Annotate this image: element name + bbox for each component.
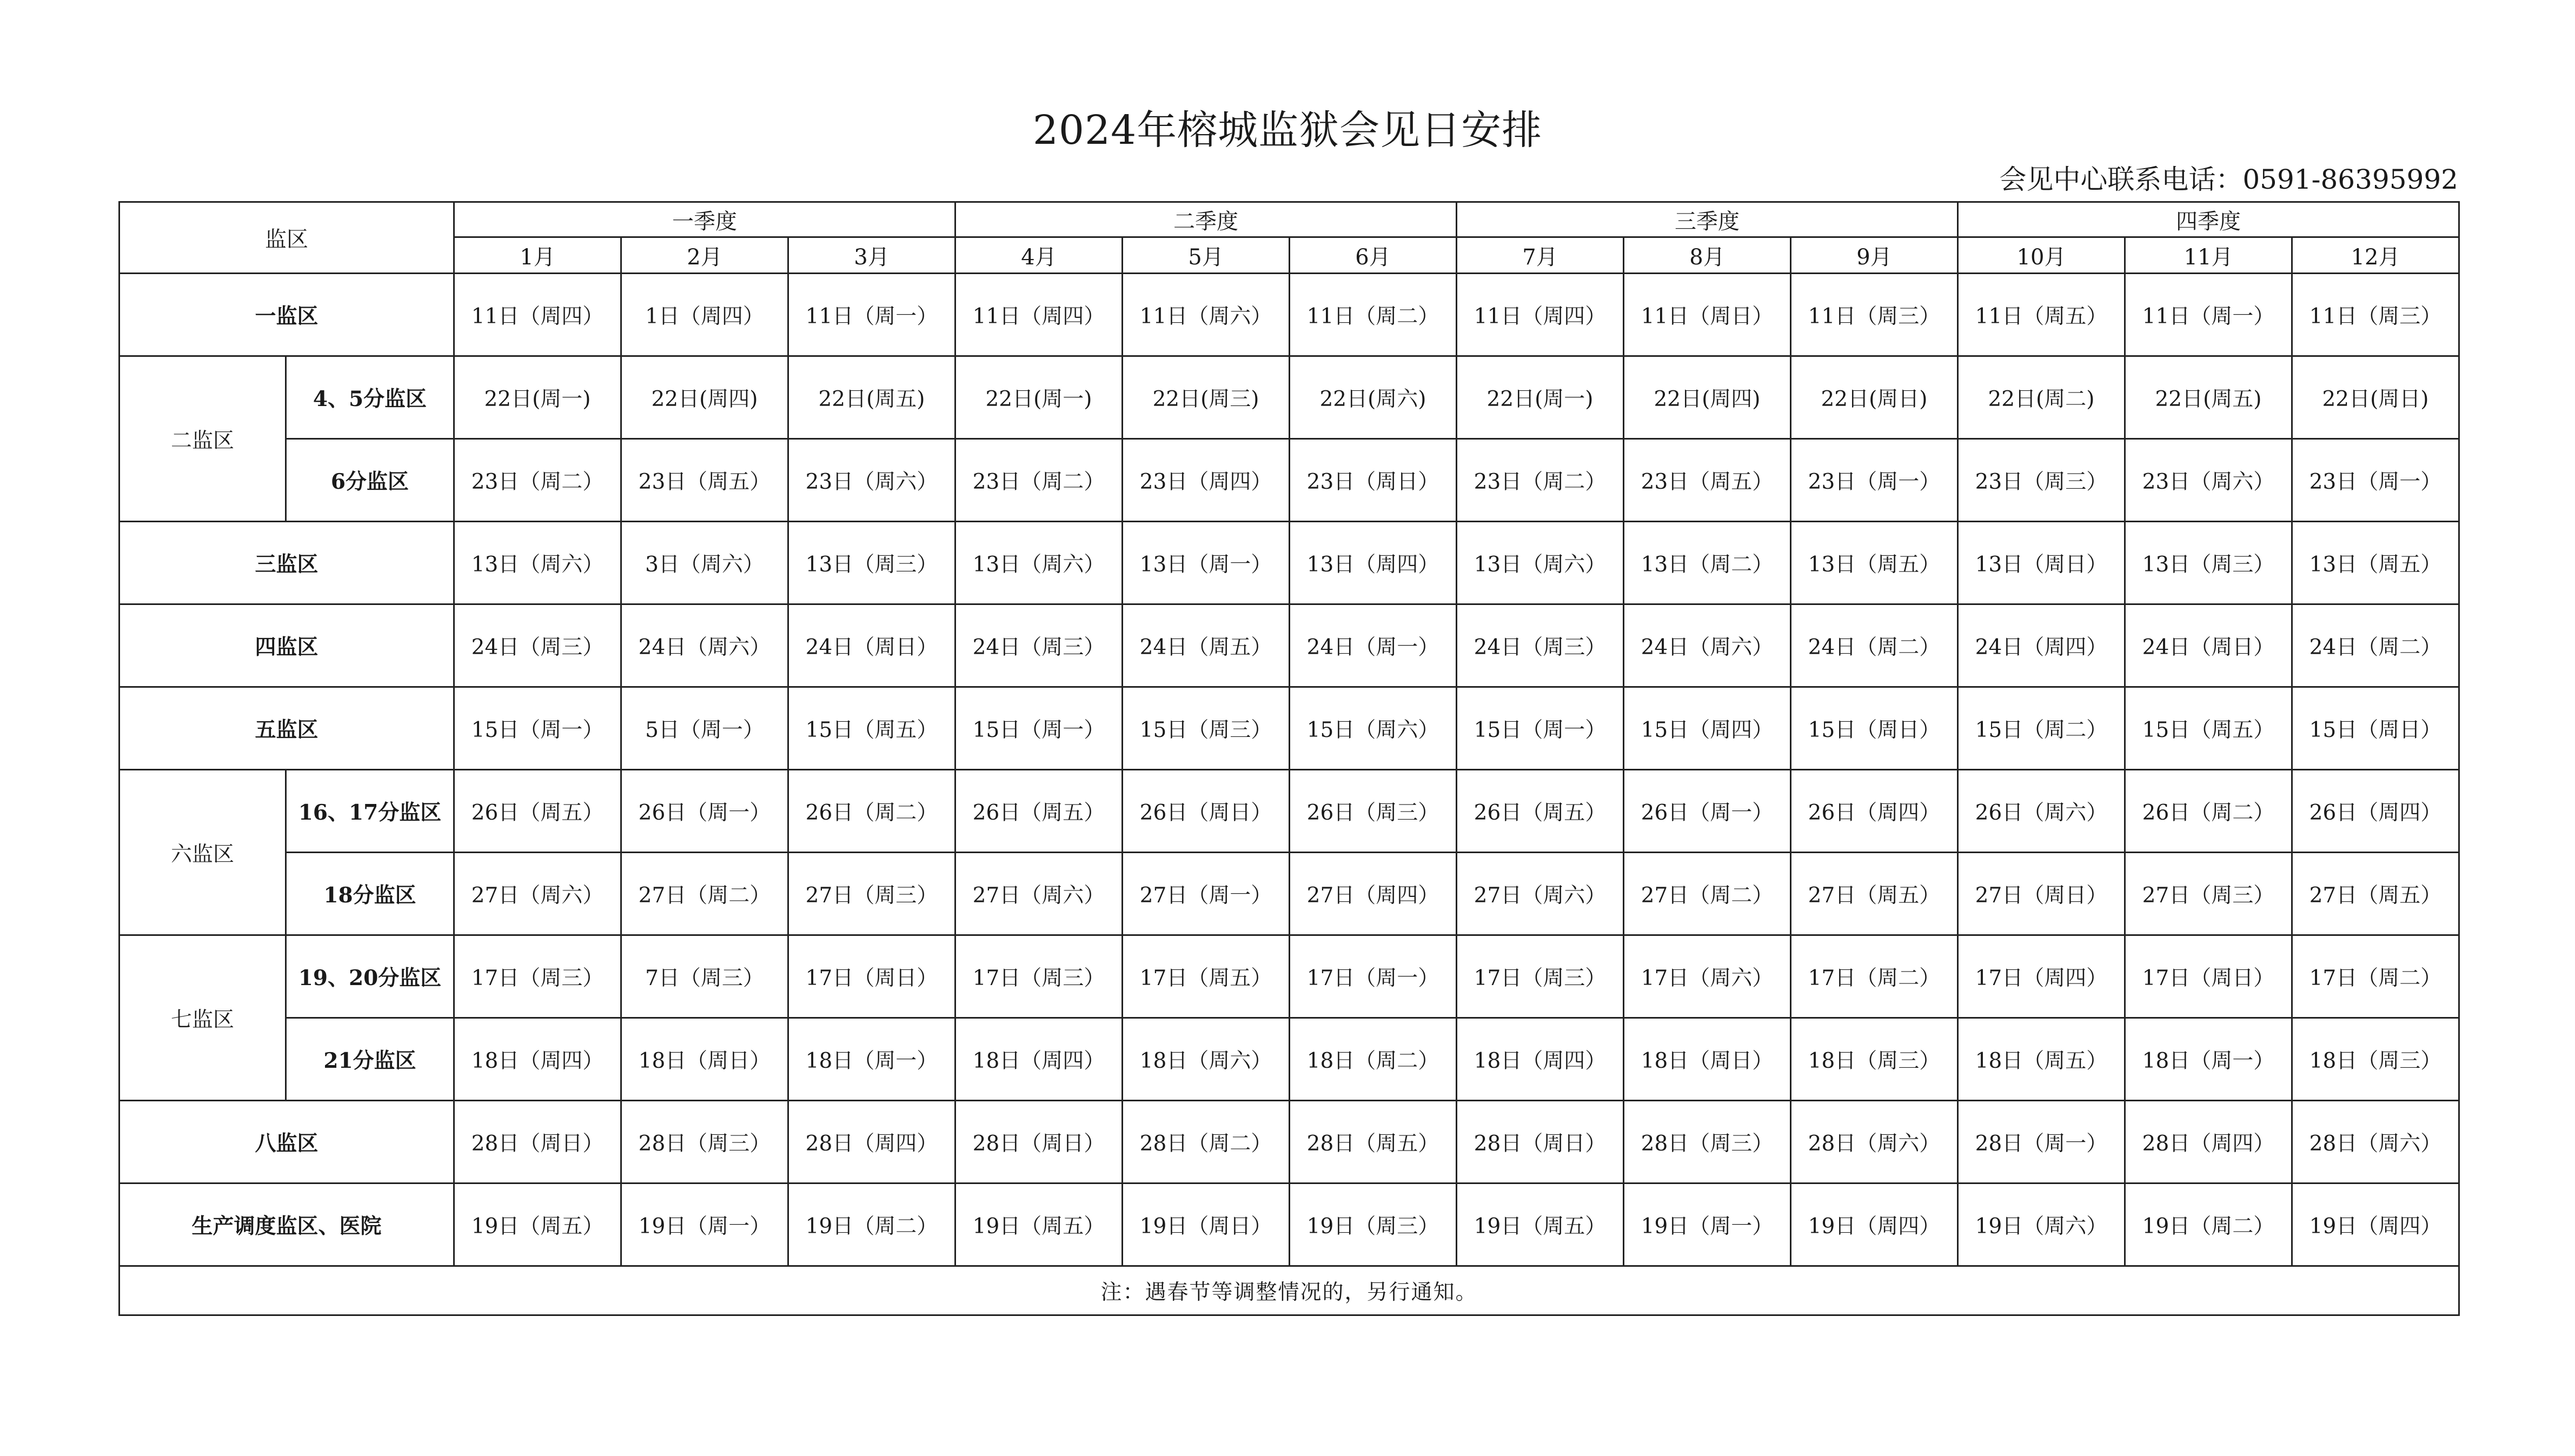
visit-day-cell: 22日(周五) bbox=[788, 356, 955, 439]
visit-day-cell: 28日（周三） bbox=[1624, 1101, 1791, 1184]
visit-day-cell: 23日（周三） bbox=[1958, 439, 2125, 522]
visit-day-cell: 17日（周四） bbox=[1958, 935, 2125, 1018]
visit-day-cell: 19日（周四） bbox=[2292, 1184, 2459, 1266]
visit-day-cell: 11日（周日） bbox=[1624, 274, 1791, 356]
visit-day-cell: 26日（周三） bbox=[1290, 770, 1457, 853]
visit-day-cell: 15日（周日） bbox=[2292, 687, 2459, 770]
visit-day-cell: 24日（周三） bbox=[955, 604, 1123, 687]
visit-day-cell: 18日（周三） bbox=[2292, 1018, 2459, 1101]
visit-day-cell: 26日（周五） bbox=[1457, 770, 1624, 853]
table-row bbox=[120, 1018, 2459, 1101]
visit-day-cell: 24日（周五） bbox=[1123, 604, 1290, 687]
visit-day-cell: 24日（周六） bbox=[1624, 604, 1791, 687]
table-row bbox=[120, 439, 2459, 522]
visit-day-cell: 22日(周一) bbox=[955, 356, 1123, 439]
visit-day-cell: 13日（周一） bbox=[1123, 522, 1290, 604]
visit-day-cell: 28日（周日） bbox=[454, 1101, 621, 1184]
visit-day-cell: 22日(周日) bbox=[2292, 356, 2459, 439]
month-header: 1月 bbox=[454, 237, 621, 274]
table-row bbox=[120, 770, 2459, 853]
visit-day-cell: 5日（周一） bbox=[621, 687, 788, 770]
visit-day-cell: 18日（周六） bbox=[1123, 1018, 1290, 1101]
visit-day-cell: 26日（周二） bbox=[788, 770, 955, 853]
visit-day-cell: 18日（周三） bbox=[1791, 1018, 1958, 1101]
visit-day-cell: 17日（周三） bbox=[454, 935, 621, 1018]
visit-day-cell: 26日（周一） bbox=[1624, 770, 1791, 853]
visit-day-cell: 15日（周一） bbox=[454, 687, 621, 770]
month-header: 3月 bbox=[788, 237, 955, 274]
area-name: 八监区 bbox=[120, 1101, 454, 1184]
visit-day-cell: 19日（周四） bbox=[1791, 1184, 1958, 1266]
visit-day-cell: 24日（周日） bbox=[2125, 604, 2292, 687]
visit-day-cell: 18日（周一） bbox=[788, 1018, 955, 1101]
visit-day-cell: 22日(周二) bbox=[1958, 356, 2125, 439]
visit-day-cell: 24日（周三） bbox=[454, 604, 621, 687]
visit-day-cell: 11日（周四） bbox=[1457, 274, 1624, 356]
visit-day-cell: 28日（周日） bbox=[1457, 1101, 1624, 1184]
visit-day-cell: 15日（周一） bbox=[955, 687, 1123, 770]
visit-day-cell: 28日（周日） bbox=[955, 1101, 1123, 1184]
visit-day-cell: 19日（周五） bbox=[955, 1184, 1123, 1266]
table-row bbox=[120, 1184, 2459, 1266]
visit-day-cell: 15日（周日） bbox=[1791, 687, 1958, 770]
visit-day-cell: 26日（周日） bbox=[1123, 770, 1290, 853]
visit-day-cell: 19日（周二） bbox=[788, 1184, 955, 1266]
area-column-header: 监区 bbox=[120, 202, 454, 274]
table-row bbox=[120, 274, 2459, 356]
visit-day-cell: 18日（周四） bbox=[454, 1018, 621, 1101]
visit-day-cell: 18日（周四） bbox=[1457, 1018, 1624, 1101]
visit-day-cell: 17日（周三） bbox=[1457, 935, 1624, 1018]
visit-day-cell: 15日（周四） bbox=[1624, 687, 1791, 770]
visit-day-cell: 28日（周三） bbox=[621, 1101, 788, 1184]
visit-day-cell: 23日（周二） bbox=[1457, 439, 1624, 522]
visit-day-cell: 26日（周五） bbox=[454, 770, 621, 853]
table-row bbox=[120, 522, 2459, 604]
visit-day-cell: 7日（周三） bbox=[621, 935, 788, 1018]
visit-day-cell: 17日（周二） bbox=[1791, 935, 1958, 1018]
visit-day-cell: 28日（周四） bbox=[2125, 1101, 2292, 1184]
table-row bbox=[120, 687, 2459, 770]
visit-day-cell: 22日(周五) bbox=[2125, 356, 2292, 439]
visit-day-cell: 26日（周六） bbox=[1958, 770, 2125, 853]
visit-day-cell: 15日（周一） bbox=[1457, 687, 1624, 770]
visit-day-cell: 27日（周一） bbox=[1123, 853, 1290, 935]
visit-day-cell: 15日（周五） bbox=[2125, 687, 2292, 770]
visit-day-cell: 22日(周一) bbox=[1457, 356, 1624, 439]
visit-day-cell: 13日（周三） bbox=[2125, 522, 2292, 604]
visit-day-cell: 17日（周二） bbox=[2292, 935, 2459, 1018]
table-row bbox=[120, 1101, 2459, 1184]
quarter-header-q4: 四季度 bbox=[1958, 202, 2459, 237]
area-name: 一监区 bbox=[120, 274, 454, 356]
area-name: 生产调度监区、医院 bbox=[120, 1184, 454, 1266]
visit-day-cell: 11日（周四） bbox=[955, 274, 1123, 356]
visit-day-cell: 11日（周二） bbox=[1290, 274, 1457, 356]
contact-phone: 会见中心联系电话：0591-86395992 bbox=[1999, 164, 2458, 195]
visit-day-cell: 13日（周五） bbox=[2292, 522, 2459, 604]
visit-day-cell: 17日（周日） bbox=[2125, 935, 2292, 1018]
visit-day-cell: 17日（周日） bbox=[788, 935, 955, 1018]
visit-day-cell: 28日（周六） bbox=[1791, 1101, 1958, 1184]
visit-day-cell: 28日（周四） bbox=[788, 1101, 955, 1184]
visit-day-cell: 27日（周三） bbox=[788, 853, 955, 935]
visit-day-cell: 27日（周日） bbox=[1958, 853, 2125, 935]
visit-day-cell: 23日（周六） bbox=[788, 439, 955, 522]
visit-day-cell: 13日（周六） bbox=[454, 522, 621, 604]
visit-day-cell: 18日（周日） bbox=[621, 1018, 788, 1101]
visit-day-cell: 18日（周二） bbox=[1290, 1018, 1457, 1101]
visit-day-cell: 24日（周一） bbox=[1290, 604, 1457, 687]
visit-day-cell: 11日（周三） bbox=[2292, 274, 2459, 356]
month-header: 7月 bbox=[1457, 237, 1624, 274]
visit-day-cell: 27日（周六） bbox=[454, 853, 621, 935]
visit-day-cell: 19日（周六） bbox=[1958, 1184, 2125, 1266]
visit-day-cell: 23日（周二） bbox=[454, 439, 621, 522]
visit-day-cell: 26日（周一） bbox=[621, 770, 788, 853]
visit-day-cell: 18日（周五） bbox=[1958, 1018, 2125, 1101]
visit-day-cell: 28日（周六） bbox=[2292, 1101, 2459, 1184]
footnote: 注：遇春节等调整情况的，另行通知。 bbox=[120, 1266, 2459, 1315]
month-header: 11月 bbox=[2125, 237, 2292, 274]
visit-day-cell: 13日（周五） bbox=[1791, 522, 1958, 604]
visit-day-cell: 13日（周三） bbox=[788, 522, 955, 604]
table-row bbox=[120, 935, 2459, 1018]
visit-day-cell: 13日（周四） bbox=[1290, 522, 1457, 604]
visit-day-cell: 27日（周二） bbox=[1624, 853, 1791, 935]
visit-day-cell: 15日（周二） bbox=[1958, 687, 2125, 770]
visit-day-cell: 19日（周二） bbox=[2125, 1184, 2292, 1266]
month-header: 5月 bbox=[1123, 237, 1290, 274]
page-title: 2024年榕城监狱会见日安排 bbox=[1032, 107, 1543, 154]
quarter-header-q1: 一季度 bbox=[454, 202, 955, 237]
visit-day-cell: 18日（周一） bbox=[2125, 1018, 2292, 1101]
visit-day-cell: 26日（周五） bbox=[955, 770, 1123, 853]
visit-day-cell: 13日（周六） bbox=[1457, 522, 1624, 604]
visit-day-cell: 19日（周五） bbox=[454, 1184, 621, 1266]
area-name: 五监区 bbox=[120, 687, 454, 770]
visit-day-cell: 24日（周六） bbox=[621, 604, 788, 687]
sub-area-name: 21分监区 bbox=[286, 1018, 454, 1101]
table-row bbox=[120, 356, 2459, 439]
visit-day-cell: 11日（周三） bbox=[1791, 274, 1958, 356]
visit-day-cell: 23日（周一） bbox=[2292, 439, 2459, 522]
table-row bbox=[120, 853, 2459, 935]
visit-day-cell: 11日（周六） bbox=[1123, 274, 1290, 356]
table-row bbox=[120, 604, 2459, 687]
visit-day-cell: 28日（周二） bbox=[1123, 1101, 1290, 1184]
area-name: 三监区 bbox=[120, 522, 454, 604]
visit-day-cell: 11日（周一） bbox=[2125, 274, 2292, 356]
visit-day-cell: 15日（周六） bbox=[1290, 687, 1457, 770]
visit-day-cell: 24日（周三） bbox=[1457, 604, 1624, 687]
visit-day-cell: 13日（周日） bbox=[1958, 522, 2125, 604]
visit-day-cell: 3日（周六） bbox=[621, 522, 788, 604]
visit-day-cell: 23日（周四） bbox=[1123, 439, 1290, 522]
visit-day-cell: 28日（周五） bbox=[1290, 1101, 1457, 1184]
visit-day-cell: 11日（周四） bbox=[454, 274, 621, 356]
visit-day-cell: 28日（周一） bbox=[1958, 1101, 2125, 1184]
area-name: 六监区 bbox=[120, 770, 286, 935]
quarter-header-q2: 二季度 bbox=[955, 202, 1457, 237]
visit-day-cell: 17日（周三） bbox=[955, 935, 1123, 1018]
visit-day-cell: 17日（周五） bbox=[1123, 935, 1290, 1018]
visit-day-cell: 26日（周四） bbox=[2292, 770, 2459, 853]
visit-day-cell: 23日（周日） bbox=[1290, 439, 1457, 522]
visit-day-cell: 19日（周一） bbox=[621, 1184, 788, 1266]
month-header: 10月 bbox=[1958, 237, 2125, 274]
visit-day-cell: 23日（周六） bbox=[2125, 439, 2292, 522]
visit-day-cell: 22日(周一) bbox=[454, 356, 621, 439]
visit-day-cell: 17日（周一） bbox=[1290, 935, 1457, 1018]
area-name: 二监区 bbox=[120, 356, 286, 522]
visit-day-cell: 18日（周日） bbox=[1624, 1018, 1791, 1101]
area-name: 四监区 bbox=[120, 604, 454, 687]
visit-day-cell: 19日（周五） bbox=[1457, 1184, 1624, 1266]
sub-area-name: 16、17分监区 bbox=[286, 770, 454, 853]
visit-day-cell: 22日(周六) bbox=[1290, 356, 1457, 439]
month-header: 8月 bbox=[1624, 237, 1791, 274]
visit-day-cell: 11日（周一） bbox=[788, 274, 955, 356]
visit-day-cell: 23日（周一） bbox=[1791, 439, 1958, 522]
visit-day-cell: 22日(周四) bbox=[621, 356, 788, 439]
month-header: 4月 bbox=[955, 237, 1123, 274]
visit-day-cell: 24日（周日） bbox=[788, 604, 955, 687]
visit-day-cell: 19日（周一） bbox=[1624, 1184, 1791, 1266]
visit-day-cell: 24日（周二） bbox=[2292, 604, 2459, 687]
visit-day-cell: 22日(周日) bbox=[1791, 356, 1958, 439]
area-name: 七监区 bbox=[120, 935, 286, 1101]
visit-day-cell: 27日（周五） bbox=[1791, 853, 1958, 935]
visit-day-cell: 18日（周四） bbox=[955, 1018, 1123, 1101]
visit-day-cell: 15日（周五） bbox=[788, 687, 955, 770]
visit-day-cell: 17日（周六） bbox=[1624, 935, 1791, 1018]
visit-day-cell: 26日（周四） bbox=[1791, 770, 1958, 853]
visit-day-cell: 19日（周三） bbox=[1290, 1184, 1457, 1266]
month-header: 12月 bbox=[2292, 237, 2459, 274]
visit-schedule-table bbox=[118, 201, 2460, 1316]
visit-day-cell: 23日（周五） bbox=[621, 439, 788, 522]
visit-day-cell: 19日（周日） bbox=[1123, 1184, 1290, 1266]
sub-area-name: 18分监区 bbox=[286, 853, 454, 935]
sub-area-name: 4、5分监区 bbox=[286, 356, 454, 439]
visit-day-cell: 23日（周五） bbox=[1624, 439, 1791, 522]
visit-day-cell: 13日（周六） bbox=[955, 522, 1123, 604]
visit-day-cell: 24日（周四） bbox=[1958, 604, 2125, 687]
visit-day-cell: 27日（周四） bbox=[1290, 853, 1457, 935]
quarter-header-q3: 三季度 bbox=[1457, 202, 1958, 237]
visit-day-cell: 27日（周六） bbox=[1457, 853, 1624, 935]
visit-day-cell: 11日（周五） bbox=[1958, 274, 2125, 356]
visit-day-cell: 23日（周二） bbox=[955, 439, 1123, 522]
visit-day-cell: 1日（周四） bbox=[621, 274, 788, 356]
sub-area-name: 6分监区 bbox=[286, 439, 454, 522]
month-header: 2月 bbox=[621, 237, 788, 274]
visit-day-cell: 27日（周五） bbox=[2292, 853, 2459, 935]
month-header: 9月 bbox=[1791, 237, 1958, 274]
month-header: 6月 bbox=[1290, 237, 1457, 274]
visit-day-cell: 27日（周六） bbox=[955, 853, 1123, 935]
visit-day-cell: 26日（周二） bbox=[2125, 770, 2292, 853]
sub-area-name: 19、20分监区 bbox=[286, 935, 454, 1018]
visit-day-cell: 27日（周三） bbox=[2125, 853, 2292, 935]
visit-day-cell: 22日(周三) bbox=[1123, 356, 1290, 439]
visit-day-cell: 27日（周二） bbox=[621, 853, 788, 935]
visit-day-cell: 24日（周二） bbox=[1791, 604, 1958, 687]
visit-day-cell: 15日（周三） bbox=[1123, 687, 1290, 770]
visit-day-cell: 13日（周二） bbox=[1624, 522, 1791, 604]
visit-day-cell: 22日(周四) bbox=[1624, 356, 1791, 439]
